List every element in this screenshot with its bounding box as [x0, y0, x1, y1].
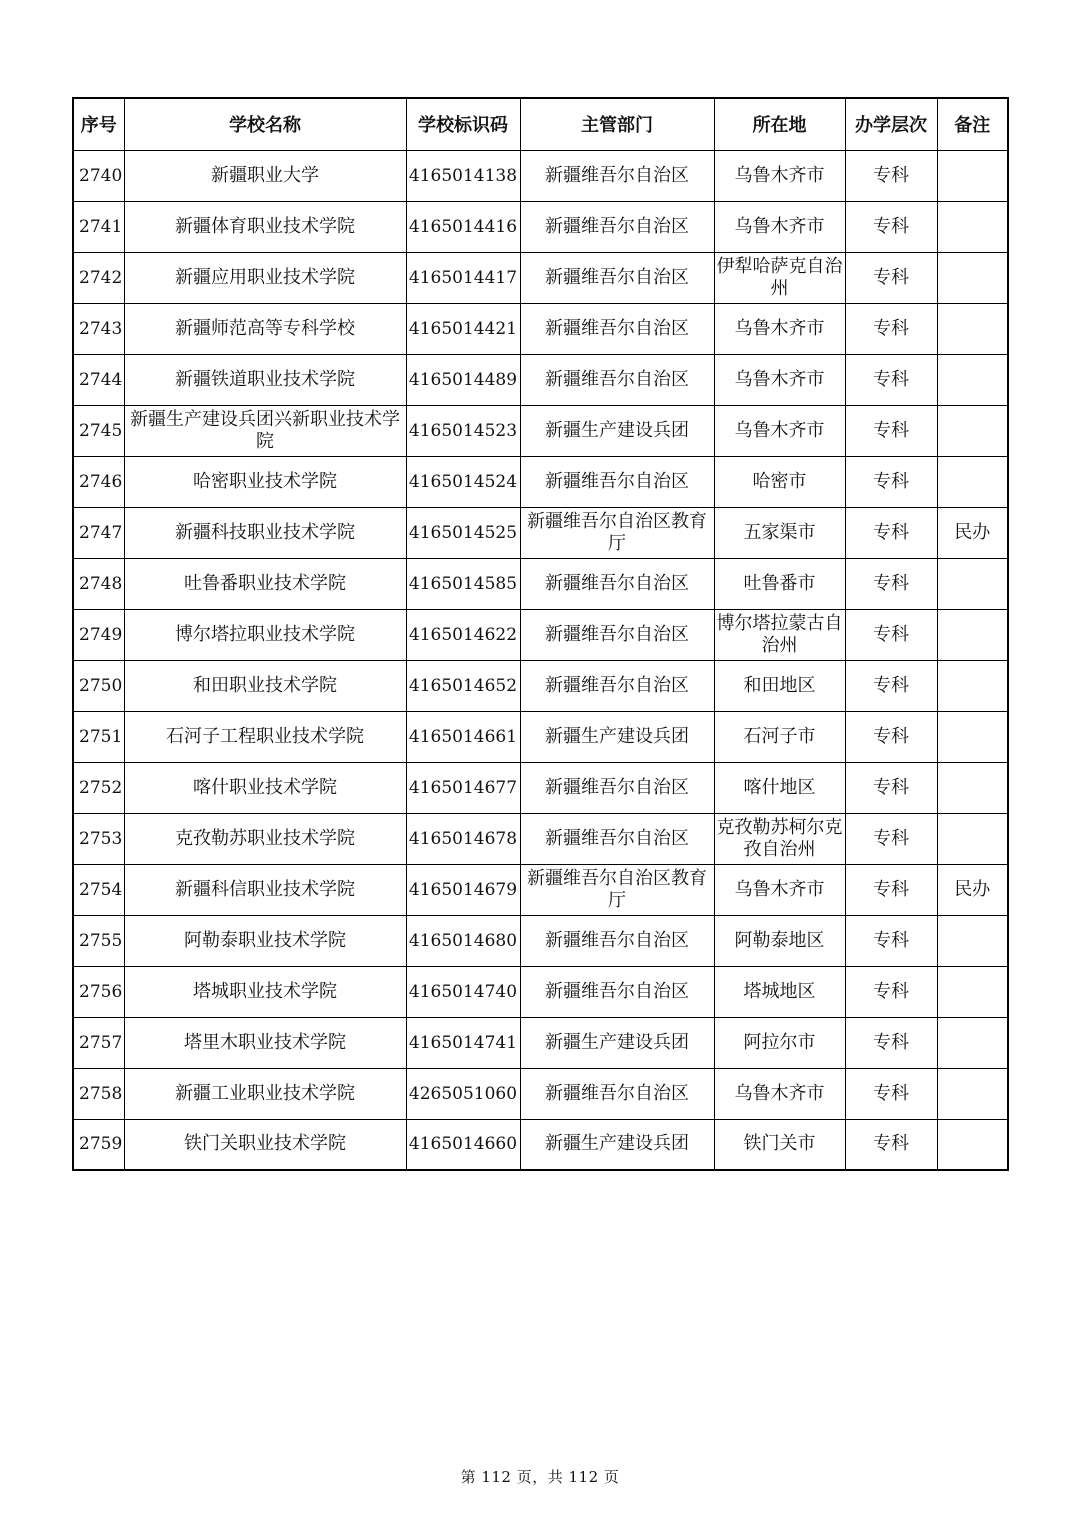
cell-remarks: 民办: [937, 507, 1008, 558]
cell-seq: 2742: [73, 252, 124, 303]
cell-level: 专科: [845, 864, 937, 915]
cell-remarks: [937, 915, 1008, 966]
cell-seq: 2741: [73, 201, 124, 252]
header-level: 办学层次: [845, 98, 937, 150]
cell-school-code: 4165014489: [406, 354, 520, 405]
cell-location: 吐鲁番市: [714, 558, 845, 609]
cell-school-name: 新疆科技职业技术学院: [124, 507, 406, 558]
cell-level: 专科: [845, 1068, 937, 1119]
cell-seq: 2751: [73, 711, 124, 762]
cell-remarks: [937, 762, 1008, 813]
cell-school-name: 新疆生产建设兵团兴新职业技术学院: [124, 405, 406, 456]
cell-remarks: 民办: [937, 864, 1008, 915]
cell-department: 新疆生产建设兵团: [520, 1017, 714, 1068]
cell-seq: 2757: [73, 1017, 124, 1068]
header-school-code: 学校标识码: [406, 98, 520, 150]
table-row: [73, 558, 1008, 609]
table-row: [73, 1017, 1008, 1068]
cell-seq: 2750: [73, 660, 124, 711]
cell-level: 专科: [845, 660, 937, 711]
cell-school-code: 4165014417: [406, 252, 520, 303]
cell-remarks: [937, 1119, 1008, 1170]
cell-school-code: 4165014741: [406, 1017, 520, 1068]
cell-location: 乌鲁木齐市: [714, 864, 845, 915]
cell-location: 和田地区: [714, 660, 845, 711]
cell-school-code: 4265051060: [406, 1068, 520, 1119]
cell-remarks: [937, 966, 1008, 1017]
cell-department: 新疆生产建设兵团: [520, 711, 714, 762]
cell-level: 专科: [845, 762, 937, 813]
cell-department: 新疆维吾尔自治区: [520, 660, 714, 711]
cell-school-code: 4165014680: [406, 915, 520, 966]
cell-school-code: 4165014138: [406, 150, 520, 201]
cell-remarks: [937, 303, 1008, 354]
table-row: [73, 507, 1008, 558]
cell-school-name: 铁门关职业技术学院: [124, 1119, 406, 1170]
table-row: [73, 354, 1008, 405]
table-row: [73, 762, 1008, 813]
cell-department: 新疆维吾尔自治区: [520, 201, 714, 252]
cell-school-code: 4165014677: [406, 762, 520, 813]
cell-school-name: 喀什职业技术学院: [124, 762, 406, 813]
cell-level: 专科: [845, 1017, 937, 1068]
cell-department: 新疆生产建设兵团: [520, 1119, 714, 1170]
cell-seq: 2748: [73, 558, 124, 609]
cell-level: 专科: [845, 456, 937, 507]
cell-remarks: [937, 1017, 1008, 1068]
cell-level: 专科: [845, 507, 937, 558]
table-row: [73, 1068, 1008, 1119]
cell-seq: 2747: [73, 507, 124, 558]
cell-location: 五家渠市: [714, 507, 845, 558]
table-header-row: [73, 98, 1008, 150]
table-row: [73, 660, 1008, 711]
cell-level: 专科: [845, 150, 937, 201]
cell-department: 新疆维吾尔自治区: [520, 303, 714, 354]
cell-department: 新疆维吾尔自治区: [520, 609, 714, 660]
cell-level: 专科: [845, 1119, 937, 1170]
cell-school-name: 克孜勒苏职业技术学院: [124, 813, 406, 864]
cell-remarks: [937, 150, 1008, 201]
table-row: [73, 456, 1008, 507]
page-footer: 第 112 页，共 112 页: [460, 1468, 620, 1486]
cell-seq: 2749: [73, 609, 124, 660]
cell-school-code: 4165014524: [406, 456, 520, 507]
cell-level: 专科: [845, 201, 937, 252]
cell-remarks: [937, 201, 1008, 252]
cell-school-name: 塔城职业技术学院: [124, 966, 406, 1017]
cell-school-name: 博尔塔拉职业技术学院: [124, 609, 406, 660]
table-row: [73, 252, 1008, 303]
cell-level: 专科: [845, 354, 937, 405]
cell-seq: 2753: [73, 813, 124, 864]
header-location: 所在地: [714, 98, 845, 150]
cell-location: 阿勒泰地区: [714, 915, 845, 966]
cell-school-name: 新疆工业职业技术学院: [124, 1068, 406, 1119]
cell-level: 专科: [845, 405, 937, 456]
cell-location: 伊犁哈萨克自治州: [714, 252, 845, 303]
school-list-table: [72, 97, 1009, 1171]
cell-level: 专科: [845, 558, 937, 609]
table-row: [73, 711, 1008, 762]
cell-seq: 2754: [73, 864, 124, 915]
table-body: [73, 150, 1008, 1170]
cell-seq: 2758: [73, 1068, 124, 1119]
table-row: [73, 813, 1008, 864]
cell-location: 阿拉尔市: [714, 1017, 845, 1068]
header-school-name: 学校名称: [124, 98, 406, 150]
table-row: [73, 201, 1008, 252]
cell-department: 新疆维吾尔自治区: [520, 1068, 714, 1119]
cell-department: 新疆维吾尔自治区教育厅: [520, 507, 714, 558]
cell-school-name: 和田职业技术学院: [124, 660, 406, 711]
table-row: [73, 915, 1008, 966]
cell-level: 专科: [845, 609, 937, 660]
cell-location: 铁门关市: [714, 1119, 845, 1170]
cell-remarks: [937, 609, 1008, 660]
cell-level: 专科: [845, 915, 937, 966]
cell-level: 专科: [845, 711, 937, 762]
cell-location: 乌鲁木齐市: [714, 150, 845, 201]
cell-school-name: 新疆体育职业技术学院: [124, 201, 406, 252]
cell-school-name: 吐鲁番职业技术学院: [124, 558, 406, 609]
cell-school-name: 新疆应用职业技术学院: [124, 252, 406, 303]
cell-department: 新疆维吾尔自治区: [520, 456, 714, 507]
cell-department: 新疆维吾尔自治区: [520, 915, 714, 966]
header-seq: 序号: [73, 98, 124, 150]
cell-school-code: 4165014525: [406, 507, 520, 558]
cell-department: 新疆生产建设兵团: [520, 405, 714, 456]
cell-school-name: 新疆铁道职业技术学院: [124, 354, 406, 405]
cell-school-name: 阿勒泰职业技术学院: [124, 915, 406, 966]
cell-remarks: [937, 1068, 1008, 1119]
cell-department: 新疆维吾尔自治区: [520, 558, 714, 609]
cell-remarks: [937, 456, 1008, 507]
table-row: [73, 1119, 1008, 1170]
cell-school-name: 新疆职业大学: [124, 150, 406, 201]
cell-location: 喀什地区: [714, 762, 845, 813]
cell-school-code: 4165014678: [406, 813, 520, 864]
cell-department: 新疆维吾尔自治区: [520, 813, 714, 864]
cell-school-code: 4165014622: [406, 609, 520, 660]
cell-level: 专科: [845, 252, 937, 303]
cell-seq: 2759: [73, 1119, 124, 1170]
table-row: [73, 966, 1008, 1017]
table-row: [73, 150, 1008, 201]
cell-location: 乌鲁木齐市: [714, 405, 845, 456]
cell-remarks: [937, 813, 1008, 864]
cell-school-code: 4165014661: [406, 711, 520, 762]
cell-school-code: 4165014660: [406, 1119, 520, 1170]
cell-department: 新疆维吾尔自治区: [520, 762, 714, 813]
cell-remarks: [937, 252, 1008, 303]
header-department: 主管部门: [520, 98, 714, 150]
cell-department: 新疆维吾尔自治区: [520, 252, 714, 303]
cell-department: 新疆维吾尔自治区: [520, 354, 714, 405]
cell-level: 专科: [845, 303, 937, 354]
cell-seq: 2745: [73, 405, 124, 456]
table-row: [73, 609, 1008, 660]
cell-school-name: 哈密职业技术学院: [124, 456, 406, 507]
cell-school-name: 新疆科信职业技术学院: [124, 864, 406, 915]
cell-location: 乌鲁木齐市: [714, 354, 845, 405]
cell-school-code: 4165014421: [406, 303, 520, 354]
table-row: [73, 405, 1008, 456]
cell-department: 新疆维吾尔自治区: [520, 966, 714, 1017]
cell-seq: 2746: [73, 456, 124, 507]
cell-seq: 2752: [73, 762, 124, 813]
cell-school-code: 4165014740: [406, 966, 520, 1017]
cell-school-name: 塔里木职业技术学院: [124, 1017, 406, 1068]
header-remarks: 备注: [937, 98, 1008, 150]
cell-school-name: 石河子工程职业技术学院: [124, 711, 406, 762]
cell-school-code: 4165014679: [406, 864, 520, 915]
cell-school-code: 4165014523: [406, 405, 520, 456]
cell-seq: 2755: [73, 915, 124, 966]
cell-school-code: 4165014585: [406, 558, 520, 609]
cell-location: 克孜勒苏柯尔克孜自治州: [714, 813, 845, 864]
cell-seq: 2743: [73, 303, 124, 354]
cell-level: 专科: [845, 966, 937, 1017]
cell-school-code: 4165014652: [406, 660, 520, 711]
table-row: [73, 303, 1008, 354]
cell-remarks: [937, 558, 1008, 609]
cell-department: 新疆维吾尔自治区: [520, 150, 714, 201]
table-row: [73, 864, 1008, 915]
cell-school-code: 4165014416: [406, 201, 520, 252]
cell-location: 乌鲁木齐市: [714, 1068, 845, 1119]
cell-department: 新疆维吾尔自治区教育厅: [520, 864, 714, 915]
cell-location: 哈密市: [714, 456, 845, 507]
cell-remarks: [937, 660, 1008, 711]
cell-level: 专科: [845, 813, 937, 864]
cell-location: 石河子市: [714, 711, 845, 762]
cell-location: 博尔塔拉蒙古自治州: [714, 609, 845, 660]
cell-seq: 2744: [73, 354, 124, 405]
cell-remarks: [937, 405, 1008, 456]
cell-seq: 2740: [73, 150, 124, 201]
cell-location: 乌鲁木齐市: [714, 303, 845, 354]
cell-seq: 2756: [73, 966, 124, 1017]
cell-remarks: [937, 354, 1008, 405]
cell-school-name: 新疆师范高等专科学校: [124, 303, 406, 354]
cell-location: 乌鲁木齐市: [714, 201, 845, 252]
cell-location: 塔城地区: [714, 966, 845, 1017]
cell-remarks: [937, 711, 1008, 762]
